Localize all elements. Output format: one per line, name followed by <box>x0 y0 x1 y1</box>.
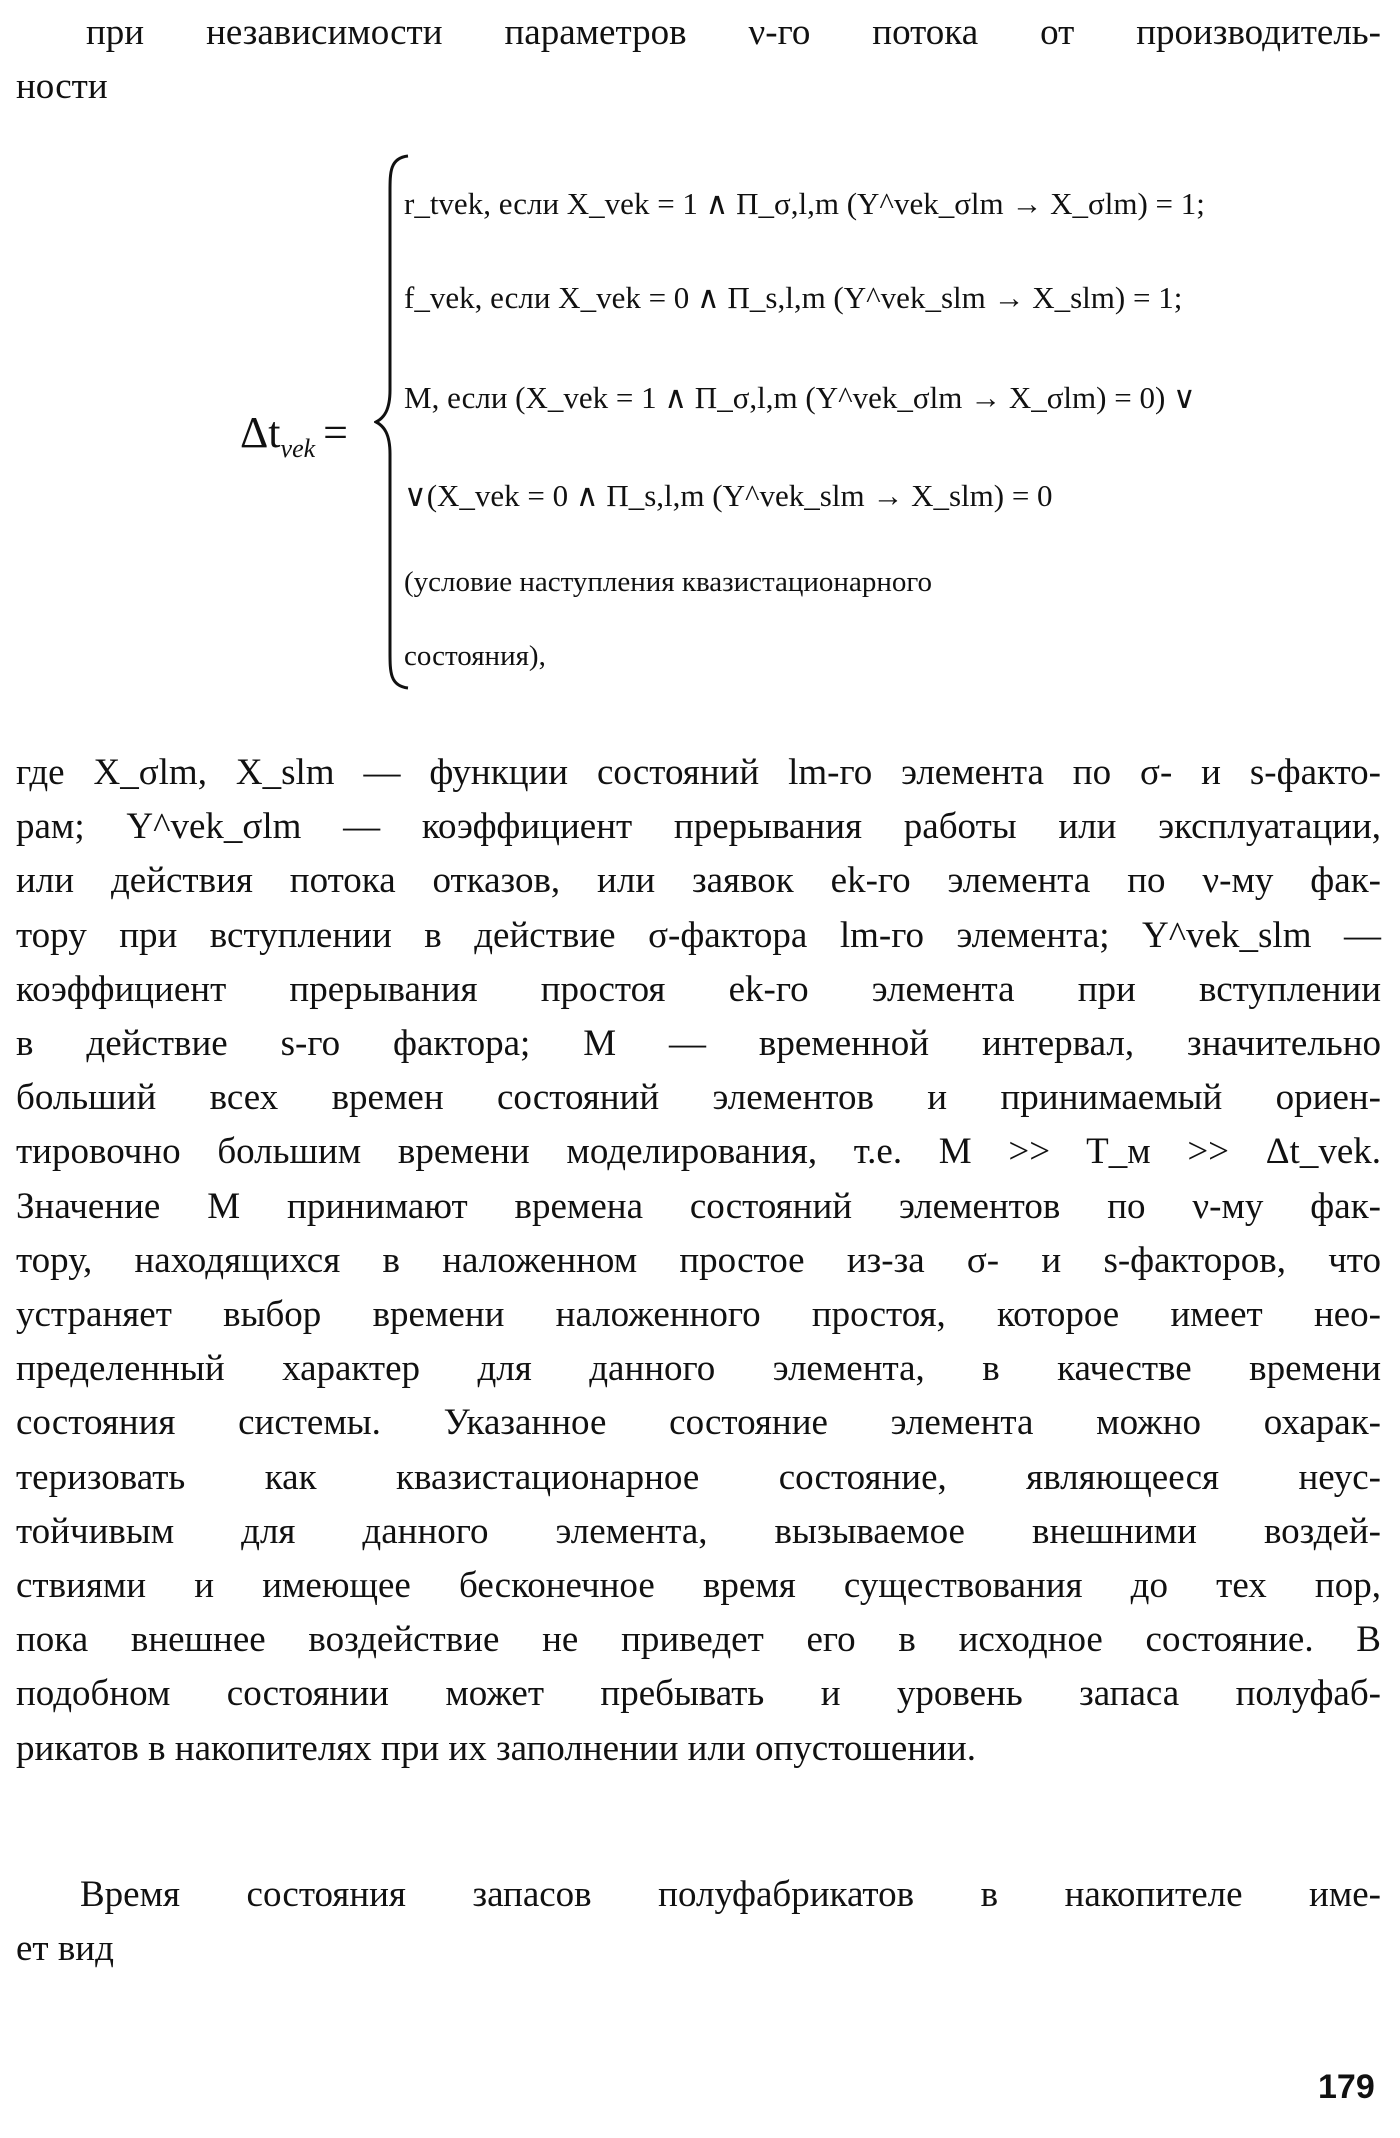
text-line: коэффициент прерывания простоя ek-го элемента при вступлении <box>16 968 1381 1010</box>
piecewise-formula <box>0 152 1400 712</box>
formula-case-6: состояния), <box>404 640 546 672</box>
formula-case-1: r_tvek, если X_vek = 1 ∧ Π_σ,l,m (Y^vek_σlm → X_σlm) = 1; <box>404 186 1205 221</box>
text-line: теризовать как квазистационарное состояние, являющееся неус- <box>16 1456 1381 1498</box>
page-number: 179 <box>1318 2068 1375 2106</box>
left-brace <box>374 152 414 692</box>
formula-case-2: f_vek, если X_vek = 0 ∧ Π_s,l,m (Y^vek_slm → X_slm) = 1; <box>404 280 1183 315</box>
intro-paragraph <box>16 6 1381 114</box>
text-line: ет вид <box>16 1928 114 1970</box>
formula-lhs: $\Delta t_{vek}$ = <box>240 408 348 463</box>
text-line: рам; Y^vek_σlm — коэффициент прерывания работы или эксплуатации, <box>16 806 1381 848</box>
main-paragraph <box>16 746 1381 1776</box>
text-line: тировочно большим времени моделирования, т.е. M >> T_м >> Δt_vek. <box>16 1131 1381 1173</box>
text-line: Значение M принимают времена состояний элементов по ν-му фак- <box>16 1185 1381 1227</box>
text-line: состояния системы. Указанное состояние элемента можно охарак- <box>16 1402 1381 1444</box>
text-line: пока внешнее воздействие не приведет его в исходное состояние. В <box>16 1619 1381 1661</box>
formula-case-5: (условие наступления квазистационарного <box>404 566 933 598</box>
text-line: устраняет выбор времени наложенного простоя, которое имеет нео- <box>16 1294 1381 1336</box>
text-line: пределенный характер для данного элемента, в качестве времени <box>16 1348 1381 1390</box>
text-line: тору, находящихся в наложенном простое из-за σ- и s-факторов, что <box>16 1239 1381 1281</box>
text-line: больший всех времен состояний элементов и принимаемый ориен- <box>16 1077 1381 1119</box>
text-line: где X_σlm, X_slm — функции состояний lm-го элемента по σ- и s-факто- <box>16 752 1381 793</box>
text-line: Время состояния запасов полуфабрикатов в накопителе име- <box>80 1874 1381 1915</box>
formula-case-4: ∨(X_vek = 0 ∧ Π_s,l,m (Y^vek_slm → X_slm) = 0 <box>404 478 1053 513</box>
text-line: рикатов в накопителях при их заполнении или опустошении. <box>16 1727 976 1769</box>
text-line: подобном состоянии может пребывать и уровень запаса полуфаб- <box>16 1673 1381 1715</box>
text-line: ности <box>16 66 108 108</box>
text-line: тору при вступлении в действие σ-фактора lm-го элемента; Y^vek_slm — <box>16 914 1381 956</box>
formula-case-3: M, если (X_vek = 1 ∧ Π_σ,l,m (Y^vek_σlm → X_σlm) = 0) ∨ <box>404 380 1196 415</box>
text-line: ствиями и имеющее бесконечное время существования до тех пор, <box>16 1565 1381 1607</box>
text-line: или действия потока отказов, или заявок ek-го элемента по ν-му фак- <box>16 860 1381 902</box>
text-line: тойчивым для данного элемента, вызываемое внешними воздей- <box>16 1510 1381 1552</box>
text-line: при независимости параметров ν-го потока от производитель- <box>86 12 1381 53</box>
final-paragraph <box>16 1868 1381 1976</box>
text-line: в действие s-го фактора; M — временной интервал, значительно <box>16 1023 1381 1065</box>
